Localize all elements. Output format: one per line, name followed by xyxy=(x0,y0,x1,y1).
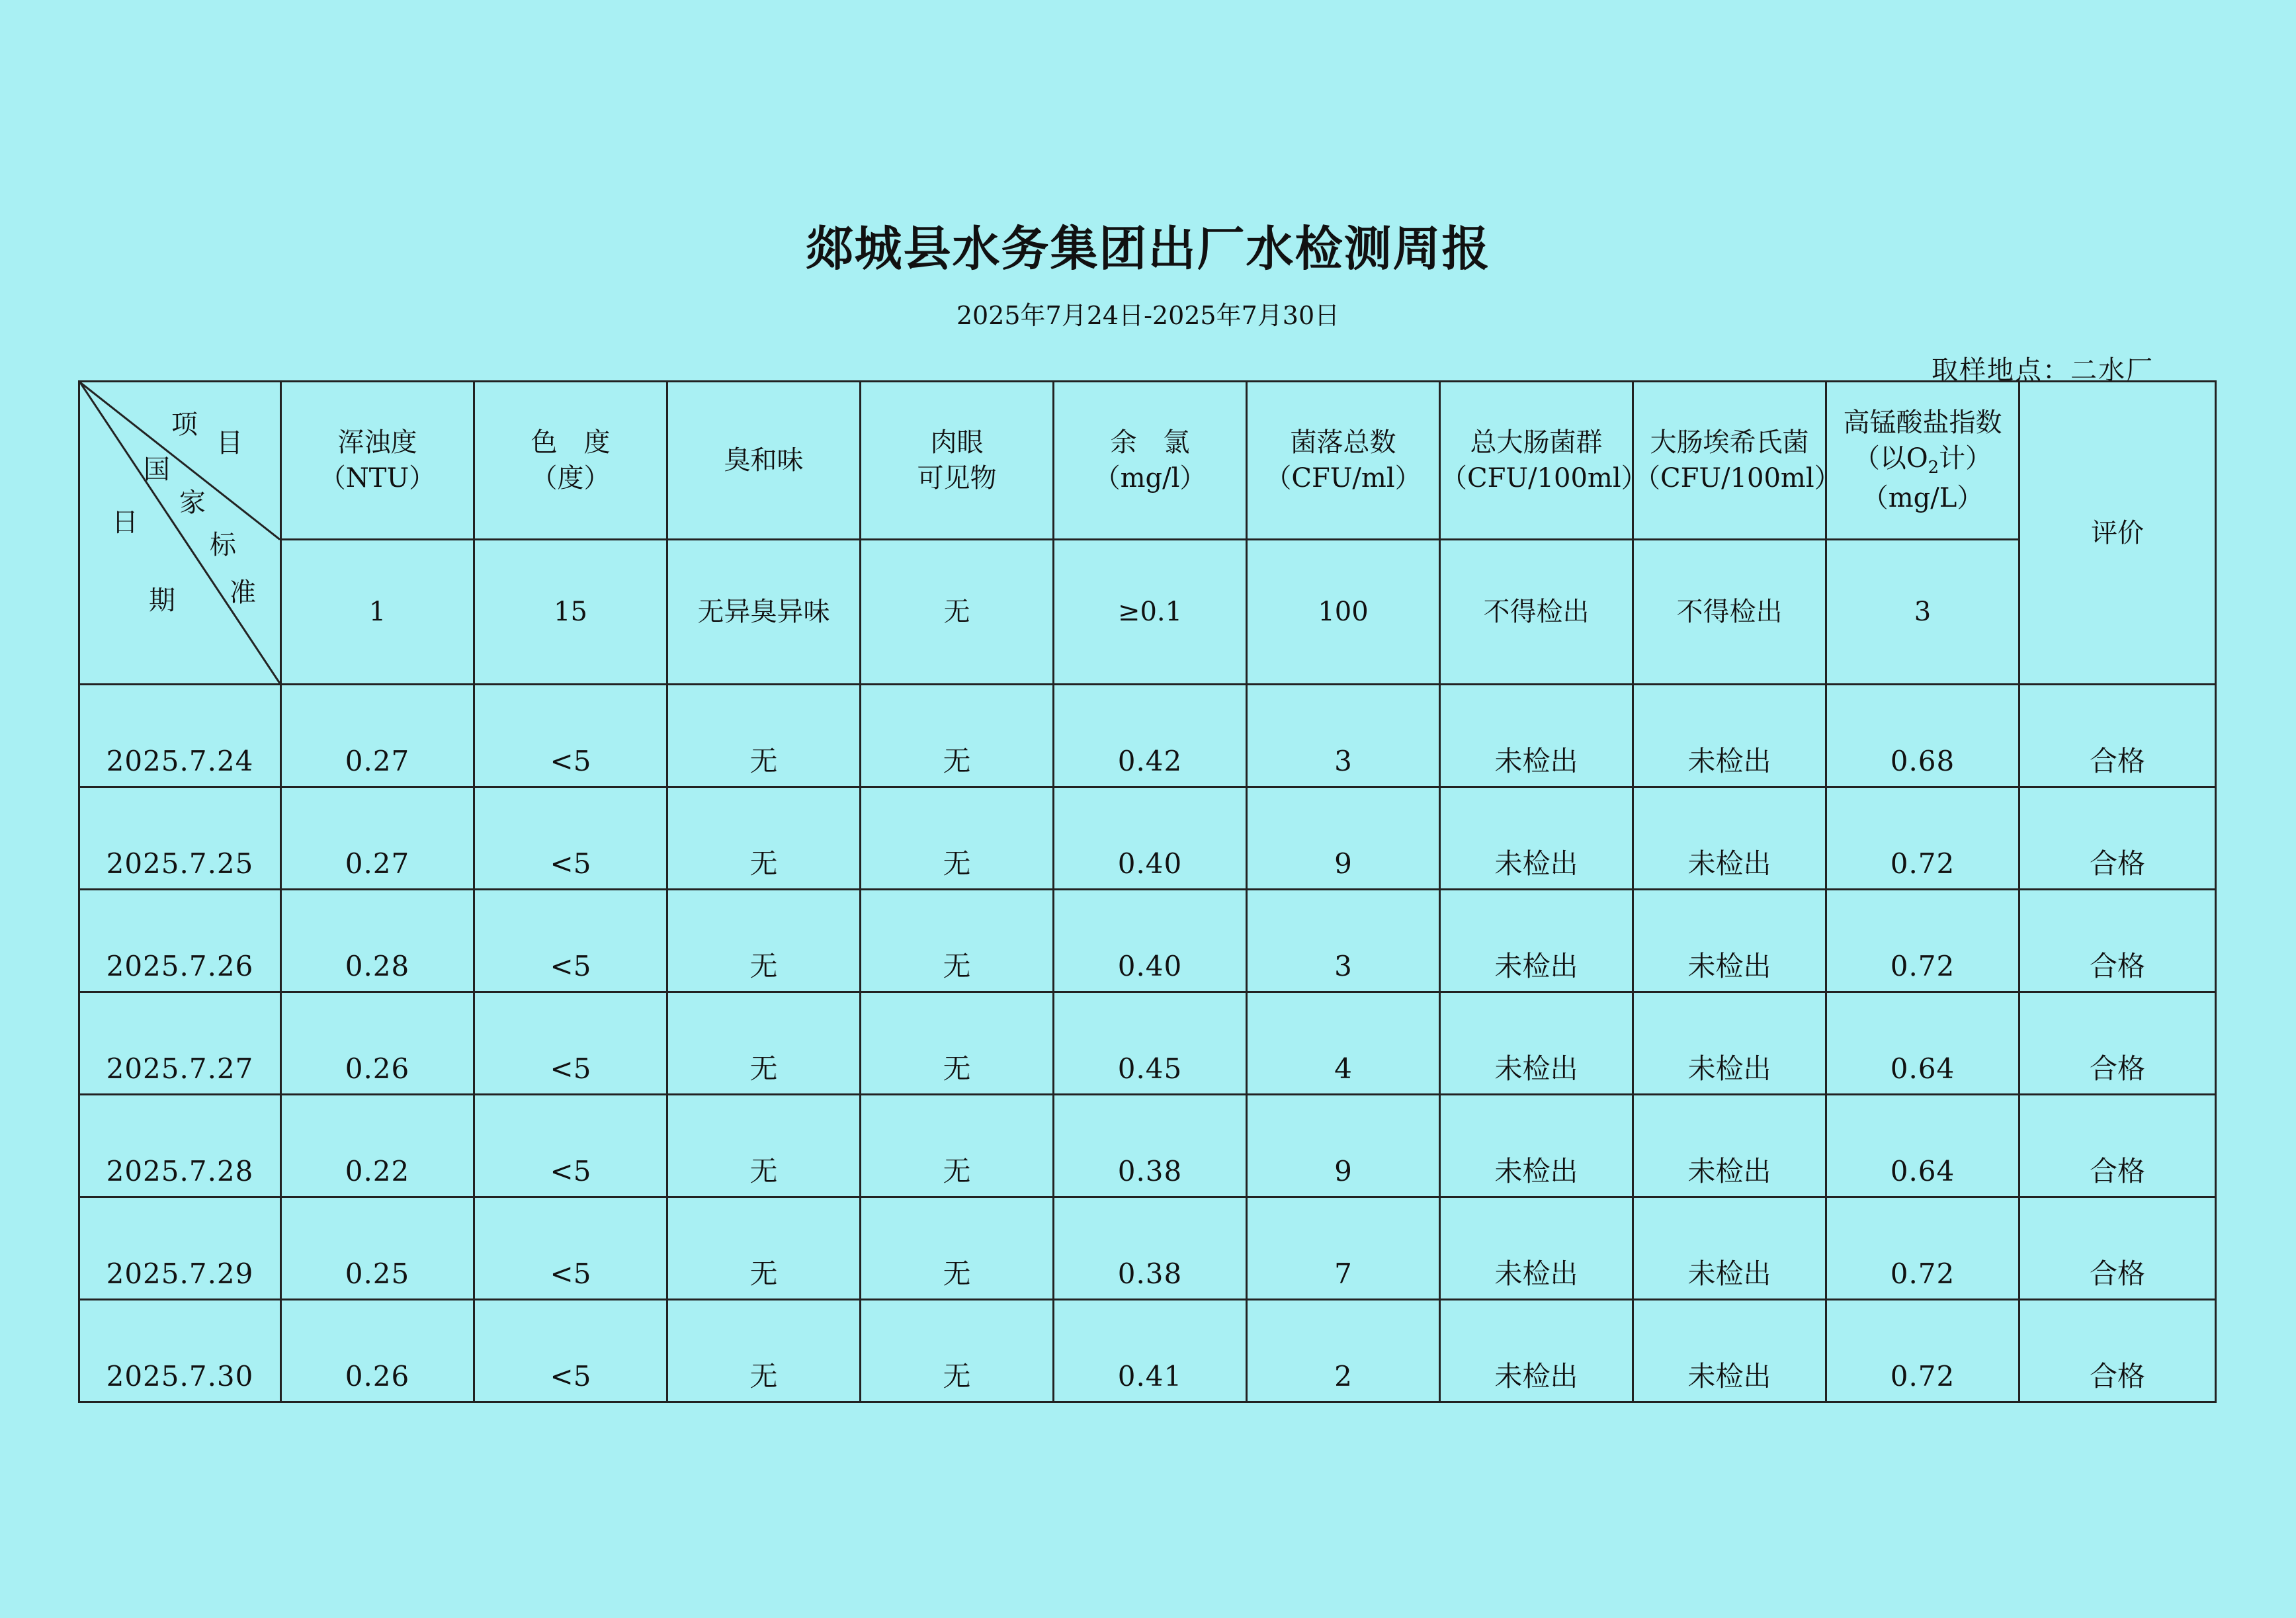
cell-date: 2025.7.30 xyxy=(79,1300,281,1402)
header-row-items xyxy=(79,382,2216,540)
col-header-colony-count: 菌落总数 （CFU/ml） xyxy=(1247,382,1440,540)
col-header-evaluation: 评价 xyxy=(2020,382,2216,685)
cell-residual-chlorine: 0.38 xyxy=(1054,1197,1247,1300)
cell-odor: 无 xyxy=(667,1300,861,1402)
cell-total-coliform: 未检出 xyxy=(1440,1095,1633,1197)
corner-item-char-1: 项 xyxy=(171,409,198,440)
cell-visible-matter: 无 xyxy=(861,685,1054,787)
cell-ecoli: 未检出 xyxy=(1633,890,1826,992)
cell-residual-chlorine: 0.41 xyxy=(1054,1300,1247,1402)
cell-permanganate-index: 0.72 xyxy=(1826,1197,2020,1300)
standard-visible-matter: 无 xyxy=(861,540,1054,685)
location-label: 取样地点： xyxy=(1932,355,2070,386)
col-header-permanganate-index: 高锰酸盐指数 （以$O_2$计） （mg/L） xyxy=(1826,382,2020,540)
cell-residual-chlorine: 0.45 xyxy=(1054,992,1247,1095)
corner-standard-char-4: 准 xyxy=(230,577,256,608)
standard-colony-count: 100 xyxy=(1247,540,1440,685)
cell-ecoli: 未检出 xyxy=(1633,1300,1826,1402)
cell-evaluation: 合格 xyxy=(2020,1095,2216,1197)
cell-total-coliform: 未检出 xyxy=(1440,890,1633,992)
cell-colony-count: 9 xyxy=(1247,787,1440,890)
cell-turbidity: 0.27 xyxy=(281,787,474,890)
cell-colony-count: 2 xyxy=(1247,1300,1440,1402)
cell-permanganate-index: 0.72 xyxy=(1826,890,2020,992)
cell-evaluation: 合格 xyxy=(2020,890,2216,992)
cell-total-coliform: 未检出 xyxy=(1440,1197,1633,1300)
standard-turbidity: 1 xyxy=(281,540,474,685)
table-row xyxy=(79,787,2216,890)
corner-date-char-1: 日 xyxy=(112,507,138,538)
cell-permanganate-index: 0.72 xyxy=(1826,1300,2020,1402)
col-header-ecoli: 大肠埃希氏菌 （CFU/100ml） xyxy=(1633,382,1826,540)
corner-date-char-2: 期 xyxy=(149,585,175,616)
cell-colony-count: 7 xyxy=(1247,1197,1440,1300)
cell-date: 2025.7.28 xyxy=(79,1095,281,1197)
cell-residual-chlorine: 0.40 xyxy=(1054,890,1247,992)
report-title: 郯城县水务集团出厂水检测周报 xyxy=(805,221,1491,277)
cell-date: 2025.7.26 xyxy=(79,890,281,992)
cell-total-coliform: 未检出 xyxy=(1440,685,1633,787)
cell-evaluation: 合格 xyxy=(2020,1197,2216,1300)
col-header-color: 色 度 （度） xyxy=(474,382,667,540)
cell-total-coliform: 未检出 xyxy=(1440,1300,1633,1402)
col-header-visible-matter: 肉眼 可见物 xyxy=(861,382,1054,540)
cell-turbidity: 0.26 xyxy=(281,992,474,1095)
header-corner-cell xyxy=(79,382,281,685)
cell-date: 2025.7.27 xyxy=(79,992,281,1095)
corner-standard-char-1: 国 xyxy=(144,454,170,485)
cell-color: <5 xyxy=(474,787,667,890)
cell-color: <5 xyxy=(474,1095,667,1197)
table-row xyxy=(79,890,2216,992)
cell-residual-chlorine: 0.40 xyxy=(1054,787,1247,890)
cell-date: 2025.7.25 xyxy=(79,787,281,890)
corner-item-char-2: 目 xyxy=(216,428,243,458)
cell-turbidity: 0.25 xyxy=(281,1197,474,1300)
standard-odor: 无异臭异味 xyxy=(667,540,861,685)
cell-permanganate-index: 0.64 xyxy=(1826,992,2020,1095)
cell-odor: 无 xyxy=(667,992,861,1095)
corner-standard-char-3: 标 xyxy=(210,530,236,560)
cell-date: 2025.7.24 xyxy=(79,685,281,787)
cell-evaluation: 合格 xyxy=(2020,787,2216,890)
cell-colony-count: 4 xyxy=(1247,992,1440,1095)
cell-colony-count: 3 xyxy=(1247,685,1440,787)
cell-permanganate-index: 0.64 xyxy=(1826,1095,2020,1197)
cell-ecoli: 未检出 xyxy=(1633,787,1826,890)
cell-color: <5 xyxy=(474,1300,667,1402)
standard-ecoli: 不得检出 xyxy=(1633,540,1826,685)
cell-date: 2025.7.29 xyxy=(79,1197,281,1300)
table-row xyxy=(79,992,2216,1095)
corner-standard-char-2: 家 xyxy=(179,488,206,518)
cell-permanganate-index: 0.68 xyxy=(1826,685,2020,787)
standard-total-coliform: 不得检出 xyxy=(1440,540,1633,685)
cell-turbidity: 0.22 xyxy=(281,1095,474,1197)
location-value: 二水厂 xyxy=(2070,355,2154,386)
cell-residual-chlorine: 0.42 xyxy=(1054,685,1247,787)
cell-visible-matter: 无 xyxy=(861,1095,1054,1197)
cell-evaluation: 合格 xyxy=(2020,992,2216,1095)
cell-color: <5 xyxy=(474,1197,667,1300)
cell-ecoli: 未检出 xyxy=(1633,992,1826,1095)
table-row xyxy=(79,1197,2216,1300)
col-header-total-coliform: 总大肠菌群 （CFU/100ml） xyxy=(1440,382,1633,540)
cell-visible-matter: 无 xyxy=(861,1300,1054,1402)
table-row xyxy=(79,1300,2216,1402)
cell-evaluation: 合格 xyxy=(2020,685,2216,787)
cell-color: <5 xyxy=(474,685,667,787)
standard-color: 15 xyxy=(474,540,667,685)
cell-odor: 无 xyxy=(667,1095,861,1197)
cell-visible-matter: 无 xyxy=(861,890,1054,992)
cell-colony-count: 3 xyxy=(1247,890,1440,992)
cell-color: <5 xyxy=(474,992,667,1095)
cell-color: <5 xyxy=(474,890,667,992)
date-range: 2025年7月24日-2025年7月30日 xyxy=(956,301,1340,330)
cell-odor: 无 xyxy=(667,1197,861,1300)
cell-visible-matter: 无 xyxy=(861,787,1054,890)
cell-odor: 无 xyxy=(667,890,861,992)
cell-turbidity: 0.26 xyxy=(281,1300,474,1402)
cell-total-coliform: 未检出 xyxy=(1440,787,1633,890)
cell-odor: 无 xyxy=(667,787,861,890)
cell-colony-count: 9 xyxy=(1247,1095,1440,1197)
cell-visible-matter: 无 xyxy=(861,1197,1054,1300)
cell-residual-chlorine: 0.38 xyxy=(1054,1095,1247,1197)
cell-ecoli: 未检出 xyxy=(1633,1197,1826,1300)
header-row-standards xyxy=(79,540,2216,685)
col-header-residual-chlorine: 余 氯 （mg/l） xyxy=(1054,382,1247,540)
cell-ecoli: 未检出 xyxy=(1633,685,1826,787)
table-row xyxy=(79,1095,2216,1197)
cell-odor: 无 xyxy=(667,685,861,787)
col-header-odor: 臭和味 xyxy=(667,382,861,540)
standard-permanganate-index: 3 xyxy=(1826,540,2020,685)
cell-permanganate-index: 0.72 xyxy=(1826,787,2020,890)
cell-evaluation: 合格 xyxy=(2020,1300,2216,1402)
col-header-turbidity: 浑浊度 （NTU） xyxy=(281,382,474,540)
cell-ecoli: 未检出 xyxy=(1633,1095,1826,1197)
cell-total-coliform: 未检出 xyxy=(1440,992,1633,1095)
table-row xyxy=(79,685,2216,787)
cell-turbidity: 0.28 xyxy=(281,890,474,992)
standard-residual-chlorine: ≥0.1 xyxy=(1054,540,1247,685)
cell-visible-matter: 无 xyxy=(861,992,1054,1095)
cell-turbidity: 0.27 xyxy=(281,685,474,787)
water-quality-table xyxy=(78,380,2217,1403)
